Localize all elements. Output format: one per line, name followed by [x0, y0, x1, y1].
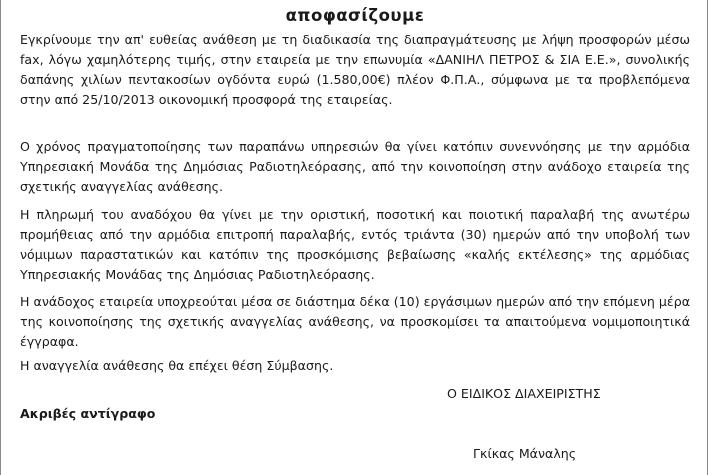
paragraph-schedule: Ο χρόνος πραγματοποίησης των παραπάνω υπηρεσιών θα γίνει κατόπιν συνεννόησης με την αρμόδια Υπηρεσιακή Μονάδα της Δημόσιας Ραδιοτηλεόρασης, από την κοινοποίηση στην ανάδοχο εταιρεία της σχετικής αναγγελίας ανάθεσης.: [20, 139, 690, 194]
document-heading: αποφασίζουμε: [285, 6, 425, 25]
signatory-title: Ο ΕΙΔΙΚΟΣ ΔΙΑΧΕΙΡΙΣΤΗΣ: [447, 386, 601, 401]
paragraph-documents: Η ανάδοχος εταιρεία υποχρεούται μέσα σε διάστημα δέκα (10) εργάσιμων ημερών από την επόμενη μέρα της κοινοποίησης της σχετικής αναγγελίας ανάθεσης, να προσκομίσει τα απαιτούμενα νομιμοποιητικά έγγραφα.: [20, 294, 690, 349]
paragraph-approval: Εγκρίνουμε την απ' ευθείας ανάθεση με τη διαδικασία της διαπραγμάτευσης με λήψη προσφορών μέσω fax, λόγω χαμηλότερης τιμής, στην εταιρεία με την επωνυμία «ΔΑΝΙΗΛ ΠΕΤΡΟΣ & ΣΙΑ Ε.Ε.», συνολικής δαπάνης χιλίων πεντακοσίων ογδόντα ευρώ (1.580,00€) πλέον Φ.Π.Α., σύμφωνα με τα προβλεπόμενα στην από 25/10/2013 οικονομική προσφορά της εταιρείας.: [20, 32, 690, 107]
paragraph-contract: Η αναγγελία ανάθεσης θα επέχει θέση Σύμβασης.: [20, 358, 334, 373]
paragraph-payment: Η πληρωμή του αναδόχου θα γίνει με την οριστική, ποσοτική και ποιοτική παραλαβή της ανωτέρω προμήθειας από την αρμόδια επιτροπή παραλαβής, εντός τριάντα (30) ημερών από την υποβολή των νόμιμων παραστατικών και κατόπιν της προσκόμισης βεβαίωσης «καλής εκτέλεσης» της αρμόδιας Υπηρεσιακής Μονάδας της Δημόσιας Ραδιοτηλεόρασης.: [20, 207, 690, 282]
certified-copy-label: Ακριβές αντίγραφο: [20, 406, 156, 421]
signatory-name: Γκίκας Μάναλης: [473, 446, 577, 461]
